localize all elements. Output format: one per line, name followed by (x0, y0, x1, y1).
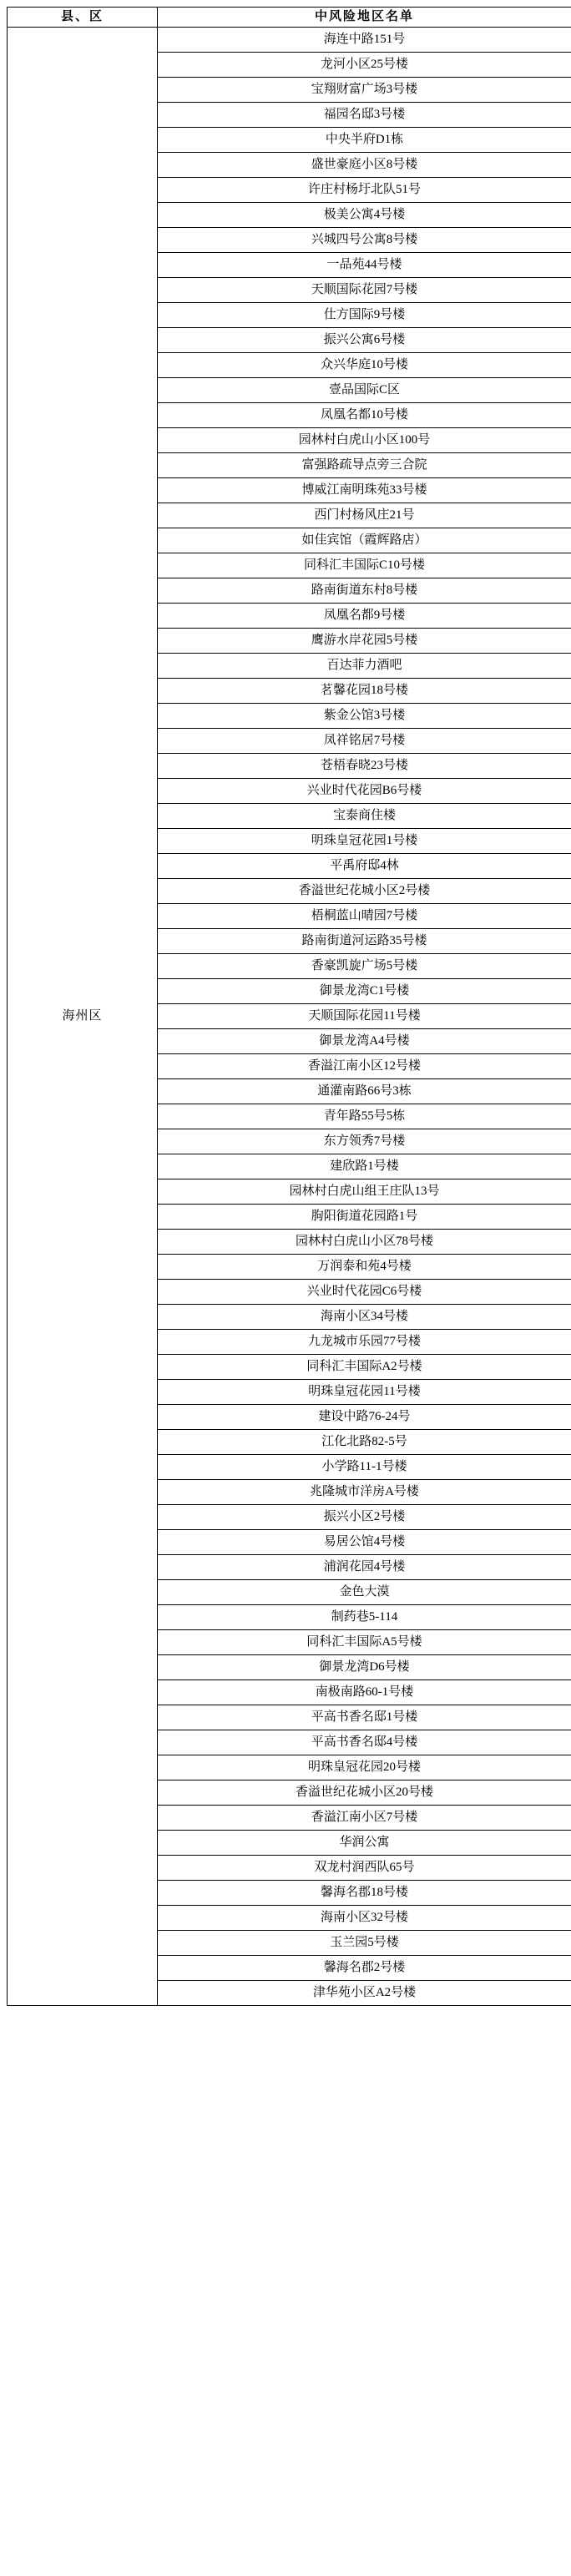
place-cell: 御景龙湾C1号楼 (158, 979, 571, 1004)
place-cell: 许庄村杨圩北队51号 (158, 178, 571, 203)
place-cell: 龙河小区25号楼 (158, 53, 571, 78)
place-cell: 海连中路151号 (158, 28, 571, 53)
place-cell: 同科汇丰国际A5号楼 (158, 1630, 571, 1655)
place-cell: 通灌南路66号3栋 (158, 1079, 571, 1104)
place-cell: 一品苑44号楼 (158, 253, 571, 278)
place-cell: 平禹府邸4林 (158, 854, 571, 879)
place-cell: 制药巷5-114 (158, 1605, 571, 1630)
table-body (8, 28, 571, 2006)
place-cell: 香豪凯旋广场5号楼 (158, 954, 571, 979)
place-cell: 天顺国际花园11号楼 (158, 1004, 571, 1029)
place-cell: 同科汇丰国际C10号楼 (158, 553, 571, 578)
place-cell: 青年路55号5栋 (158, 1104, 571, 1129)
place-cell: 壹品国际C区 (158, 378, 571, 403)
place-cell: 平高书香名邸1号楼 (158, 1705, 571, 1730)
place-cell: 西门村杨风庄21号 (158, 503, 571, 528)
place-cell: 馨海名郡18号楼 (158, 1881, 571, 1906)
place-cell: 御景龙湾A4号楼 (158, 1029, 571, 1054)
place-cell: 玉兰园5号楼 (158, 1931, 571, 1956)
header-row (8, 8, 571, 28)
place-cell: 同科汇丰国际A2号楼 (158, 1355, 571, 1380)
place-cell: 平高书香名邸4号楼 (158, 1730, 571, 1755)
place-cell: 如佳宾馆（霞辉路店） (158, 528, 571, 553)
place-cell: 振兴小区2号楼 (158, 1505, 571, 1530)
place-cell: 凤凰名都10号楼 (158, 403, 571, 428)
place-cell: 福园名邸3号楼 (158, 103, 571, 128)
place-cell: 明珠皇冠花园20号楼 (158, 1755, 571, 1780)
place-cell: 苍梧春晓23号楼 (158, 754, 571, 779)
district-name-cell: 海州区 (8, 28, 158, 2006)
place-cell: 金色大漠 (158, 1580, 571, 1605)
place-cell: 建设中路76-24号 (158, 1405, 571, 1430)
place-cell: 津华苑小区A2号楼 (158, 1981, 571, 2006)
place-cell: 鹰游水岸花园5号楼 (158, 629, 571, 654)
place-cell: 凤祥铭居7号楼 (158, 729, 571, 754)
place-cell: 盛世豪庭小区8号楼 (158, 153, 571, 178)
place-cell: 明珠皇冠花园11号楼 (158, 1380, 571, 1405)
place-cell: 园林村白虎山小区78号楼 (158, 1230, 571, 1255)
place-cell: 宝翔财富广场3号楼 (158, 78, 571, 103)
table-header (8, 8, 571, 28)
place-cell: 兴业时代花园B6号楼 (158, 779, 571, 804)
place-cell: 中央半府D1栋 (158, 128, 571, 153)
place-cell: 建欣路1号楼 (158, 1154, 571, 1179)
place-cell: 路南街道河运路35号楼 (158, 929, 571, 954)
table-row (8, 28, 571, 53)
place-cell: 百达菲力酒吧 (158, 654, 571, 679)
place-cell: 海南小区34号楼 (158, 1305, 571, 1330)
place-cell: 御景龙湾D6号楼 (158, 1655, 571, 1680)
place-cell: 宝泰商住楼 (158, 804, 571, 829)
place-cell: 浦润花园4号楼 (158, 1555, 571, 1580)
place-cell: 振兴公寓6号楼 (158, 328, 571, 353)
place-cell: 香溢江南小区12号楼 (158, 1054, 571, 1079)
column-header-district: 县、区 (8, 8, 158, 28)
place-cell: 路南街道东村8号楼 (158, 578, 571, 604)
place-cell: 易居公馆4号楼 (158, 1530, 571, 1555)
place-cell: 富强路疏导点旁三合院 (158, 453, 571, 478)
place-cell: 香溢江南小区7号楼 (158, 1806, 571, 1831)
risk-area-table (7, 7, 571, 2006)
place-cell: 双龙村润西队65号 (158, 1856, 571, 1881)
place-cell: 凤凰名都9号楼 (158, 604, 571, 629)
place-cell: 香溢世纪花城小区20号楼 (158, 1780, 571, 1806)
place-cell: 南极南路60-1号楼 (158, 1680, 571, 1705)
place-cell: 天顺国际花园7号楼 (158, 278, 571, 303)
place-cell: 朐阳街道花园路1号 (158, 1205, 571, 1230)
place-cell: 极美公寓4号楼 (158, 203, 571, 228)
place-cell: 九龙城市乐园77号楼 (158, 1330, 571, 1355)
place-cell: 兴业时代花园C6号楼 (158, 1280, 571, 1305)
place-cell: 香溢世纪花城小区2号楼 (158, 879, 571, 904)
place-cell: 梧桐蓝山晴园7号楼 (158, 904, 571, 929)
place-cell: 兴城四号公寓8号楼 (158, 228, 571, 253)
place-cell: 博威江南明珠苑33号楼 (158, 478, 571, 503)
place-cell: 茗馨花园18号楼 (158, 679, 571, 704)
place-cell: 海南小区32号楼 (158, 1906, 571, 1931)
place-cell: 华润公寓 (158, 1831, 571, 1856)
place-cell: 紫金公馆3号楼 (158, 704, 571, 729)
place-cell: 园林村白虎山小区100号 (158, 428, 571, 453)
place-cell: 仕方国际9号楼 (158, 303, 571, 328)
place-cell: 明珠皇冠花园1号楼 (158, 829, 571, 854)
place-cell: 小学路11-1号楼 (158, 1455, 571, 1480)
column-header-places: 中风险地区名单 (158, 8, 571, 28)
place-cell: 兆隆城市洋房A号楼 (158, 1480, 571, 1505)
place-cell: 江化北路82-5号 (158, 1430, 571, 1455)
place-cell: 众兴华庭10号楼 (158, 353, 571, 378)
place-cell: 馨海名郡2号楼 (158, 1956, 571, 1981)
place-cell: 东方领秀7号楼 (158, 1129, 571, 1154)
place-cell: 万润泰和苑4号楼 (158, 1255, 571, 1280)
place-cell: 园林村白虎山组王庄队13号 (158, 1179, 571, 1205)
